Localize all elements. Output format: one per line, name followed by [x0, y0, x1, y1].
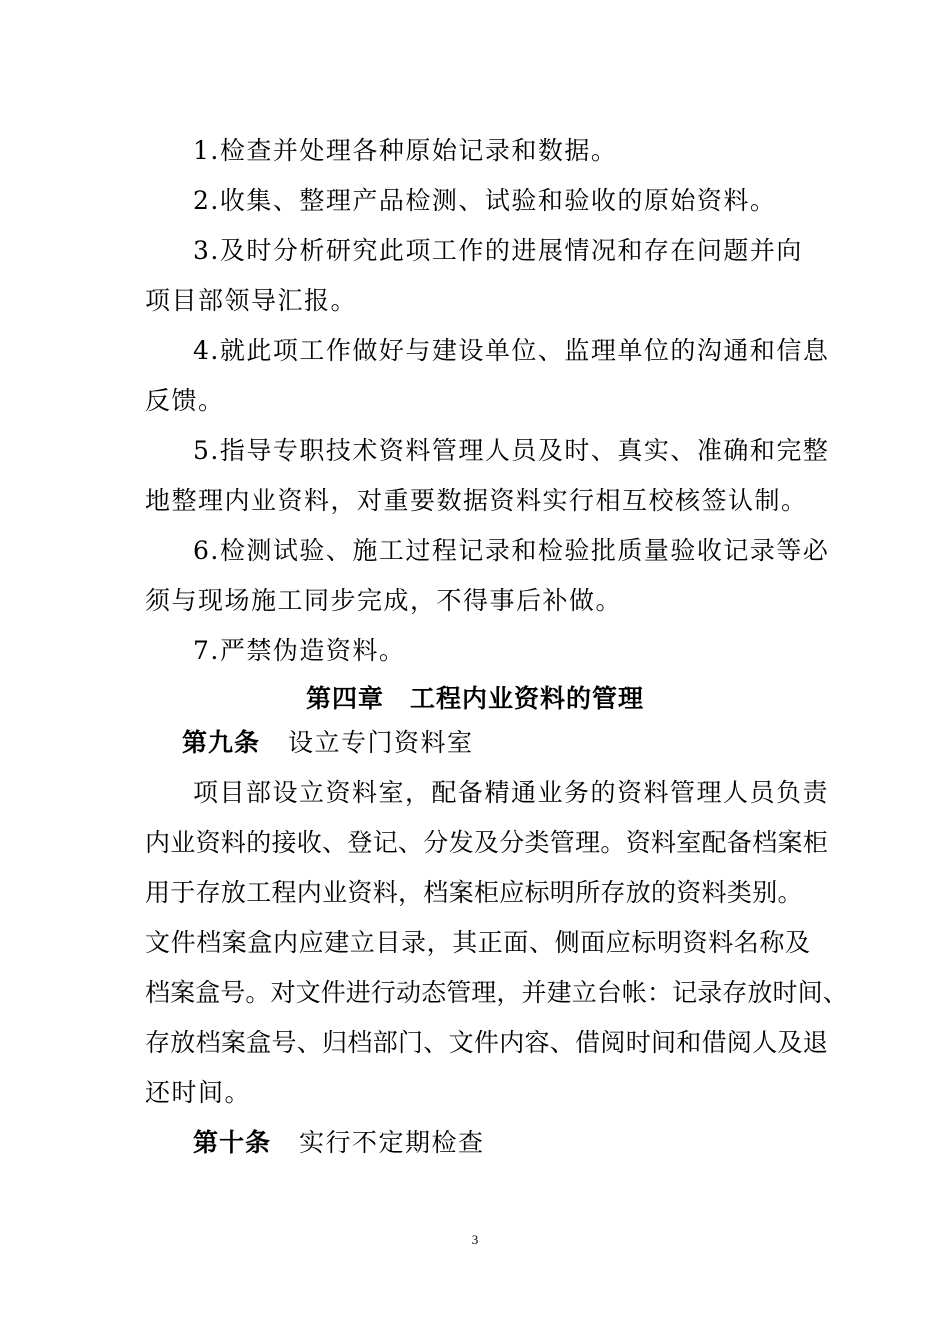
- article-9-paragraph-line: 文件档案盒内应建立目录，其正面、侧面应标明资料名称及: [145, 928, 811, 957]
- article-9-paragraph-line: 存放档案盒号、归档部门、文件内容、借阅时间和借阅人及退: [145, 1028, 829, 1057]
- article-9-paragraph-line: 用于存放工程内业资料，档案柜应标明所存放的资料类别。: [145, 878, 803, 907]
- item-6-line: 6.检测试验、施工过程记录和检验批质量验收记录等必: [193, 536, 830, 565]
- chapter-heading: 第四章 工程内业资料的管理: [305, 684, 644, 713]
- article-9-title: 设立专门资料室: [288, 728, 474, 757]
- page-number: 3: [471, 1232, 479, 1247]
- article-9-label: 第九条: [182, 728, 261, 757]
- article-9-paragraph-line: 档案盒号。对文件进行动态管理，并建立台帐：记录存放时间、: [145, 978, 848, 1007]
- item-3-continuation: 项目部领导汇报。: [145, 286, 358, 315]
- article-9-paragraph-line: 还时间。: [145, 1078, 252, 1107]
- item-5-line: 5.指导专职技术资料管理人员及时、真实、准确和完整: [193, 436, 830, 465]
- item-1-line: 1.检查并处理各种原始记录和数据。: [193, 136, 618, 165]
- item-7-line: 7.严禁伪造资料。: [193, 636, 406, 665]
- article-9-paragraph-line: 项目部设立资料室，配备精通业务的资料管理人员负责: [193, 778, 830, 807]
- item-5-continuation: 地整理内业资料，对重要数据资料实行相互校核签认制。: [145, 486, 808, 515]
- article-9-heading: [182, 728, 474, 758]
- article-10-label: 第十条: [193, 1128, 272, 1157]
- item-4-line: 4.就此项工作做好与建设单位、监理单位的沟通和信息: [193, 336, 830, 365]
- article-10-title: 实行不定期检查: [299, 1128, 485, 1157]
- article-9-paragraph-line: 内业资料的接收、登记、分发及分类管理。资料室配备档案柜: [145, 828, 829, 857]
- item-2-line: 2.收集、整理产品检测、试验和验收的原始资料。: [193, 186, 777, 215]
- item-4-continuation: 反馈。: [145, 386, 225, 415]
- item-3-line: 3.及时分析研究此项工作的进展情况和存在问题并向: [193, 236, 803, 265]
- item-6-continuation: 须与现场施工同步完成，不得事后补做。: [145, 586, 623, 615]
- article-10-heading: [193, 1128, 485, 1158]
